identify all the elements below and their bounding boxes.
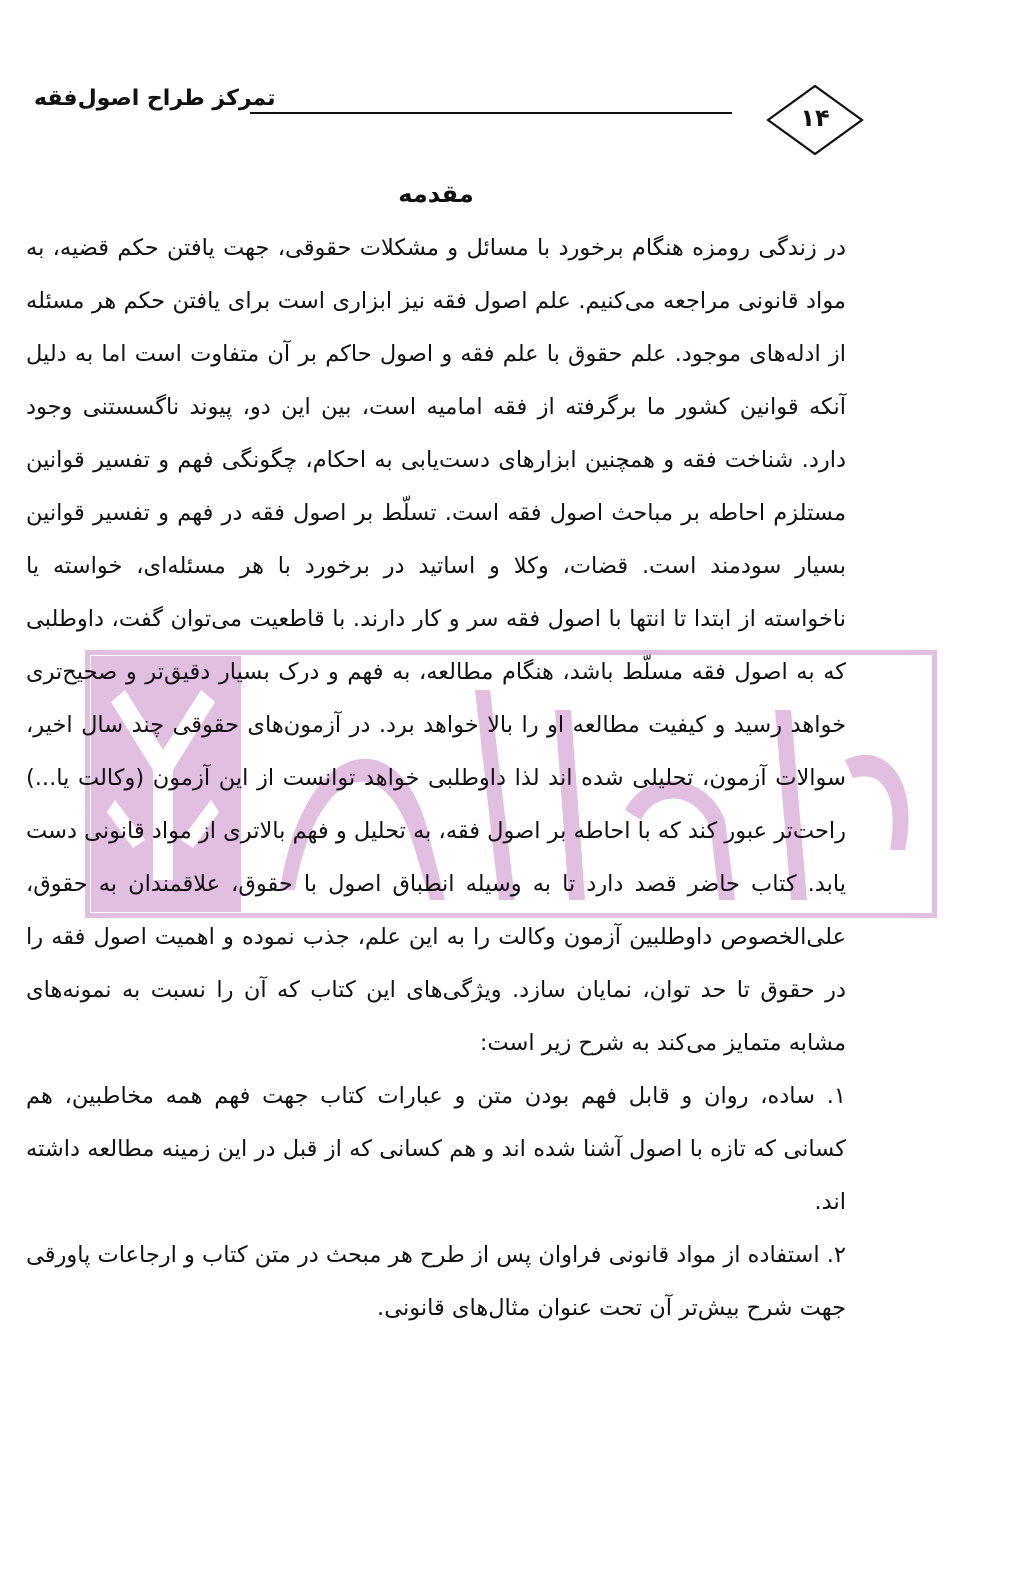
list-item [26,1070,846,1229]
intro-paragraph: در زندگی رومزه هنگام برخورد با مسائل و مشکلات حقوقی، جهت یافتن حکم قضیه، به مواد قانونی مراجعه می‌کنیم. علم اصول فقه نیز ابزاری است برای یافتن حکم هر مسئله از ادله‌های موجود. علم حقوق با علم فقه و اصول حاکم بر آن متفاوت است اما به دلیل آنکه قوانین کشور ما برگرفته از فقه امامیه است، بین این دو، پیوند ناگسستنی وجود دارد. شناخت فقه و همچنین ابزارهای دست‌یابی به احکام، چگونگی فهم و تفسیر قوانین مستلزم احاطه بر مباحث اصول فقه است. تسلّط بر اصول فقه در فهم و تفسیر قوانین بسیار سودمند است. قضات، وکلا و اساتید در برخورد با هر مسئله‌ای، خواسته یا ناخواسته از ابتدا تا انتها با اصول فقه سر و کار دارند. با قاطعیت می‌توان گفت، داوطلبی که به اصول فقه مسلّط باشد، هنگام مطالعه، به فهم و درک بسیار دقیق‌تر و صحیح‌تری خواهد رسید و کیفیت مطالعه او را بالا خواهد برد. در آزمون‌های حقوقی چند سال اخیر، سوالات آزمون، تحلیلی شده اند لذا داوطلبی خواهد توانست از این آزمون (وکالت یا...) راحت‌تر عبور کند که با احاطه بر اصول فقه، به تحلیل و فهم بالاتری از مواد قانونی دست یابد. کتاب حاضر قصد دارد تا به وسیله انطباق اصول با حقوق، علاقمندان به حقوق، علی‌الخصوص داوطلبین آزمون وکالت را به این علم، جذب نموده و اهمیت اصول فقه را در حقوق تا حد توان، نمایان سازد. ویژگی‌های این کتاب که آن را نسبت به نمونه‌های مشابه متمایز می‌کند به شرح زیر است: [26,235,846,1056]
list-item-number: ۱. [826,1083,846,1109]
section-title: مقدمه [398,180,474,208]
page-header [0,0,1013,170]
main-content [26,172,846,1335]
list-item [26,1229,846,1335]
page-number: ۱۴ [800,104,830,132]
page-number-badge [766,84,864,156]
features-list [26,1070,846,1335]
list-item-text: استفاده از مواد قانونی فراوان پس از طرح هر مبحث در متن کتاب و ارجاعات پاورقی جهت شرح بیش‌تر آن تحت عنوان مثال‌های قانونی. [26,1242,846,1321]
header-rule [250,112,732,114]
running-title: تمرکز طراح اصول‌فقه [34,86,276,111]
list-item-text: ساده، روان و قابل فهم بودن متن و عبارات کتاب جهت فهم همه مخاطبین، هم کسانی که تازه با اصول آشنا شده اند و هم کسانی که از قبل در این زمینه مطالعه داشته اند. [26,1083,846,1215]
list-item-number: ۲. [826,1242,847,1268]
